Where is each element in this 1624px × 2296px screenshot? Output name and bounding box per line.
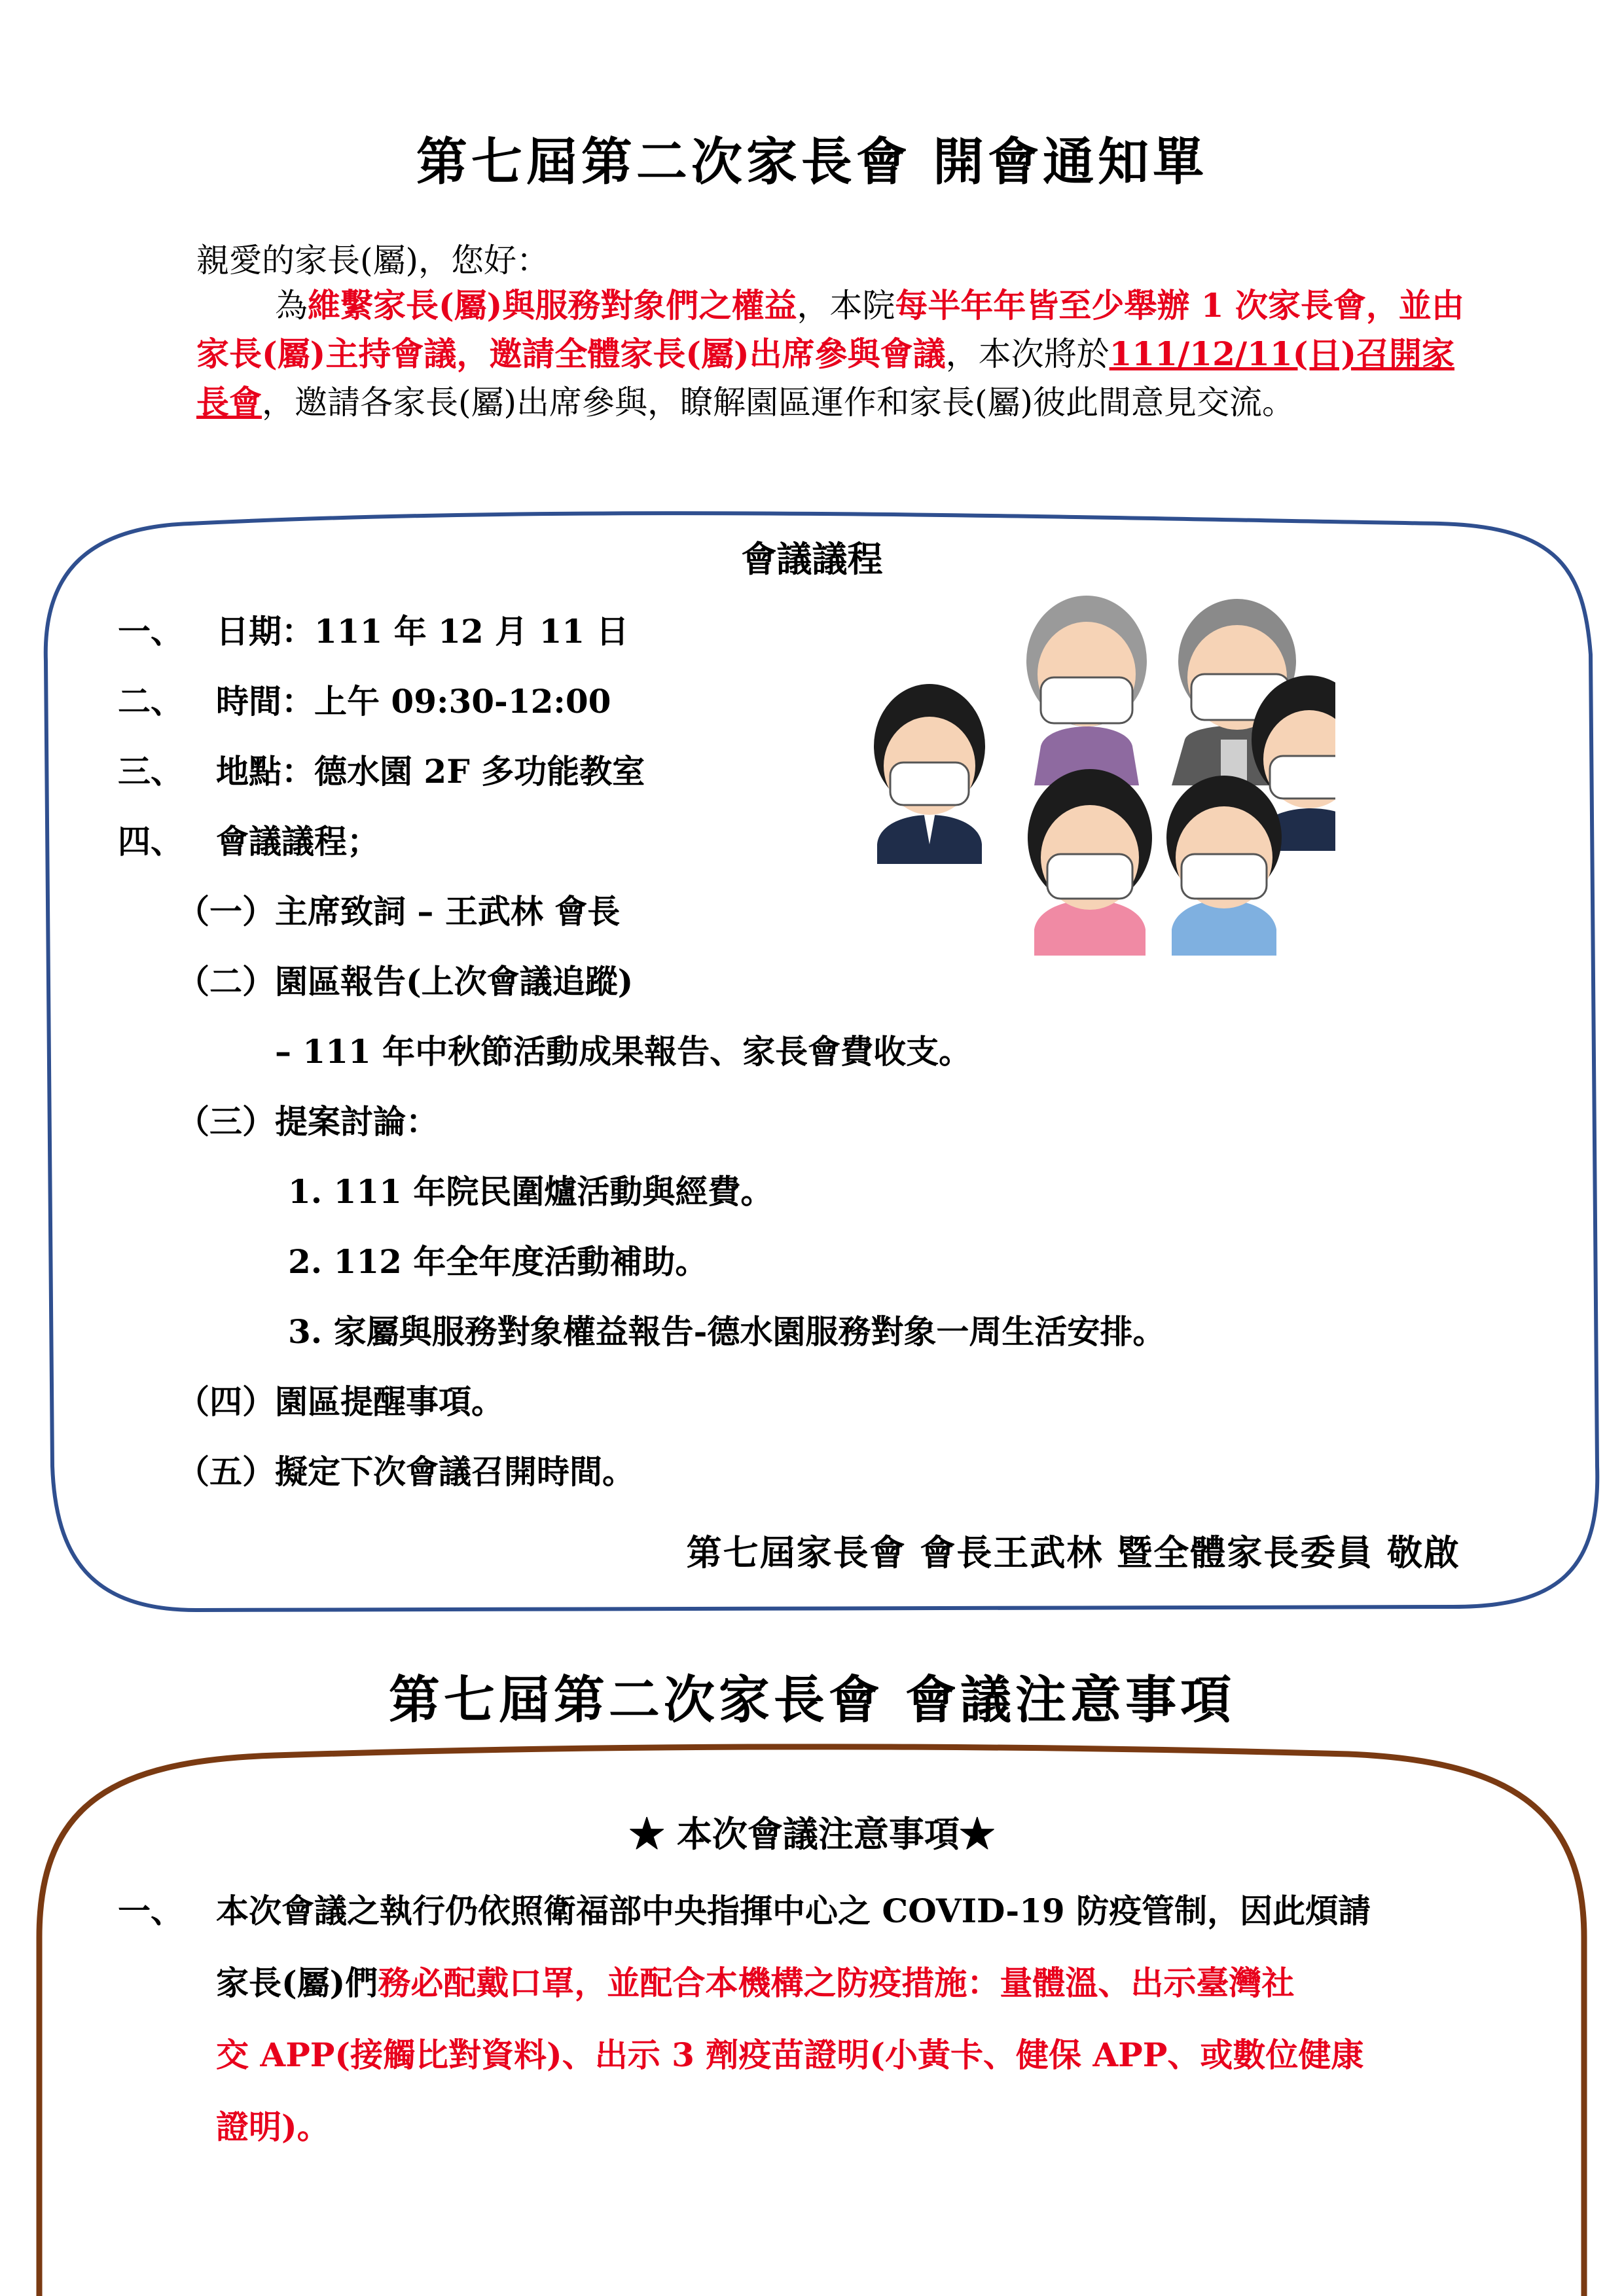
- precaution-line-2: [216, 1957, 1499, 2004]
- masked-family-illustration: [864, 589, 1335, 969]
- precaution-line-2-emphasis: 務必配戴口罩，並配合本機構之防疫措施：量體溫、出示臺灣社: [378, 1964, 1295, 2002]
- proposal-1: 1. 111 年院民圍爐活動與經費。: [288, 1172, 774, 1211]
- agenda-sub-5: （五）擬定下次會議召開時間。: [177, 1452, 635, 1491]
- precaution-number: 一、: [118, 1892, 183, 1930]
- agenda-item-date: [118, 605, 629, 653]
- agenda-sub-1: （一）主席致詞 – 王武林 會長: [177, 892, 621, 931]
- item-number: 二、: [118, 682, 183, 721]
- precaution-line-1: 本次會議之執行仍依照衛福部中央指揮中心之 COVID-19 防疫管制，因此煩請: [216, 1892, 1371, 1930]
- item-number: 四、: [118, 822, 183, 861]
- intro-emphasis-1: 維繫家長(屬)與服務對象們之權益: [308, 286, 797, 325]
- signature: 第七屆家長會 會長王武林 暨全體家長委員 敬啟: [686, 1532, 1460, 1573]
- item-text: 會議議程；: [216, 822, 380, 861]
- agenda-sub-2: （二）園區報告(上次會議追蹤): [177, 962, 634, 1001]
- intro-text-3: ，本次將於: [945, 335, 1110, 373]
- agenda-sub-2-detail: – 111 年中秋節活動成果報告、家長會費收支。: [275, 1032, 972, 1071]
- item-text: 時間：上午 09:30-12:00: [216, 682, 611, 721]
- precautions-heading: ★ 本次會議注意事項★: [629, 1813, 995, 1855]
- agenda-sub-4: （四）園區提醒事項。: [177, 1382, 504, 1421]
- intro-emphasis-2: 每半年年皆至少舉辦 1 次家長會，並由家長(屬)主持會議，邀請全體家長(屬)出席參與會議: [196, 286, 1464, 373]
- precaution-line-4: 證明)。: [216, 2108, 330, 2146]
- person-boy-blue: [1166, 776, 1282, 956]
- agenda-item-place: [118, 745, 645, 793]
- proposal-3: 3. 家屬與服務對象權益報告-德水園服務對象一周生活安排。: [288, 1312, 1166, 1351]
- person-girl-pink: [1028, 769, 1152, 956]
- intro-text-4: ，邀請各家長(屬)出席參與，瞭解園區運作和家長(屬)彼此間意見交流。: [262, 384, 1295, 422]
- notice-title: 第七屆第二次家長會 開會通知單: [416, 132, 1208, 192]
- person-man-suit: [874, 684, 985, 864]
- item-text: 日期：111 年 12 月 11 日: [216, 612, 629, 651]
- greeting: 親愛的家長(屬)，您好：: [196, 242, 550, 279]
- intro-text-1: 為: [275, 287, 308, 325]
- agenda-sub-3: （三）提案討論：: [177, 1102, 439, 1141]
- agenda-item-program: [118, 816, 380, 863]
- precaution-line-3: 交 APP(接觸比對資料)、出示 3 劑疫苗證明(小黃卡、健保 APP、或數位健康: [216, 2036, 1364, 2074]
- person-elder-woman: [1026, 596, 1147, 785]
- precaution-line-2-plain: 家長(屬)們: [216, 1964, 378, 2002]
- agenda-item-time: [118, 675, 611, 723]
- intro-paragraph: [196, 281, 1479, 427]
- precautions-title: 第七屆第二次家長會 會議注意事項: [388, 1670, 1236, 1730]
- item-text: 地點：德水園 2F 多功能教室: [216, 752, 645, 791]
- intro-meeting-date: 111/12/11(日)召開家長會: [196, 334, 1455, 422]
- item-number: 一、: [118, 612, 183, 651]
- intro-text-2: ，本院: [797, 287, 895, 325]
- item-number: 三、: [118, 752, 183, 791]
- agenda-heading: 會議議程: [741, 538, 883, 580]
- proposal-2: 2. 112 年全年度活動補助。: [288, 1242, 708, 1281]
